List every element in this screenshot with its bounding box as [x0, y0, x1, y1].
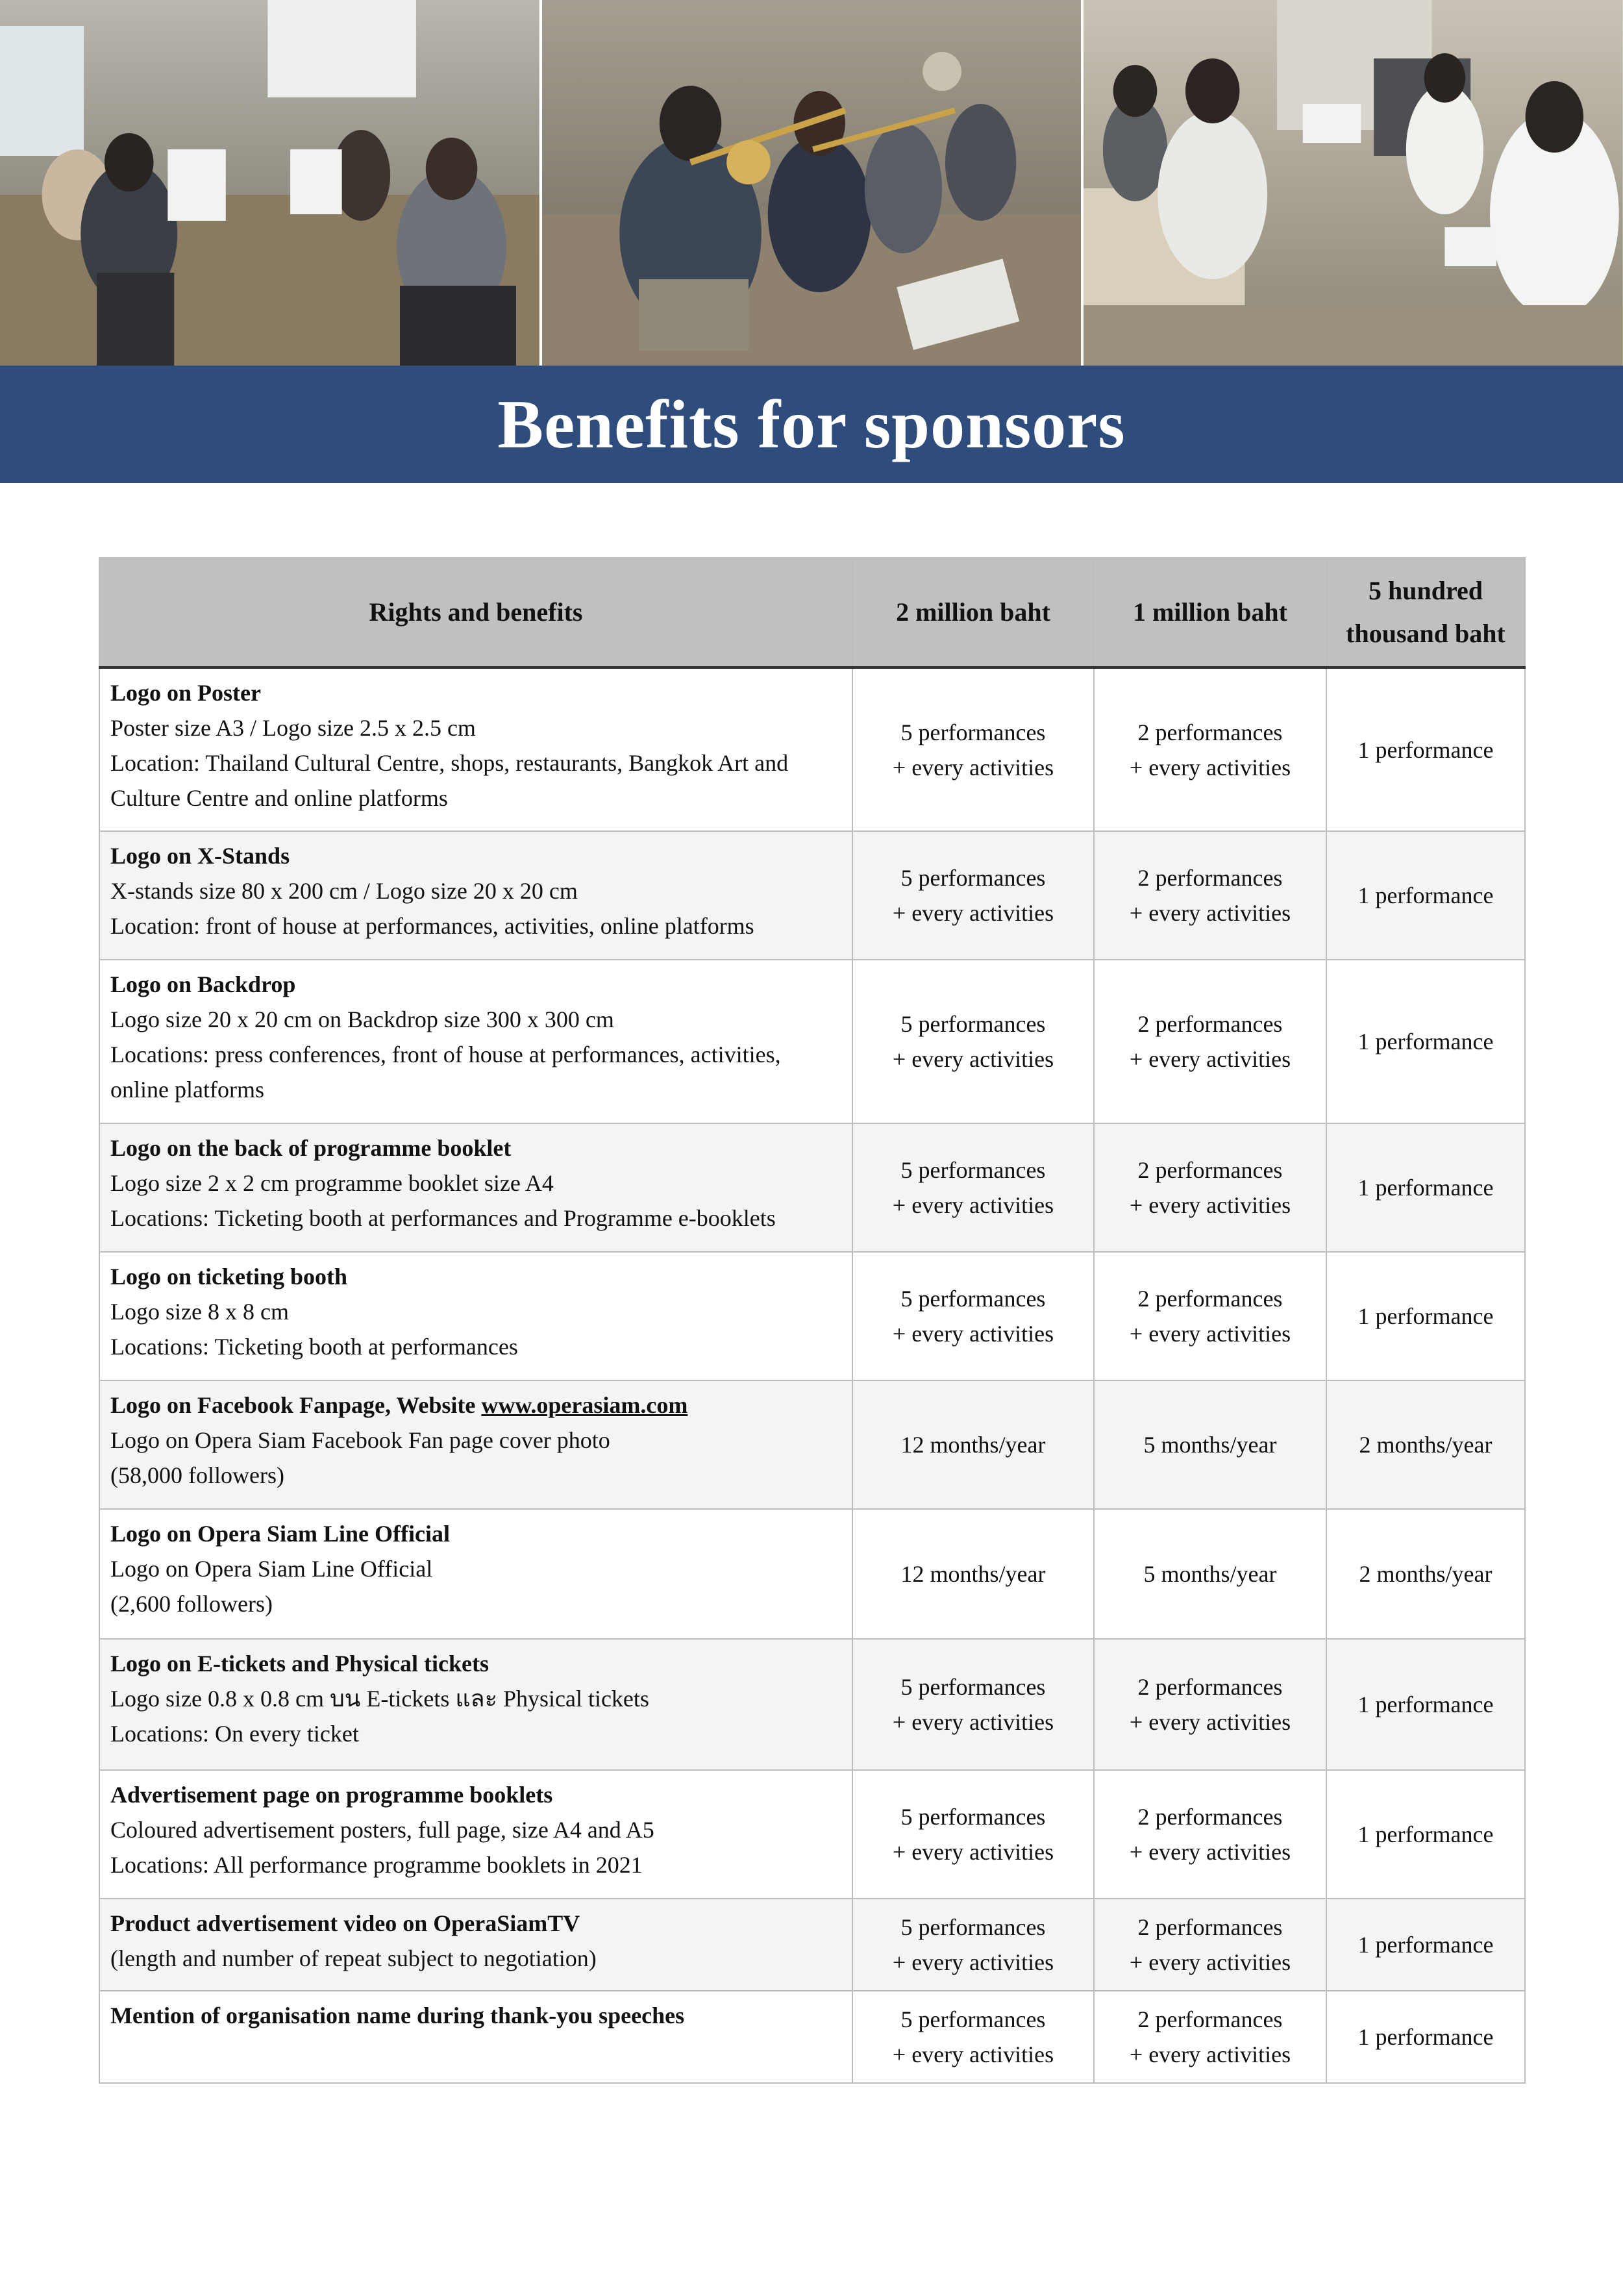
column-header-tier-1m: 1 million baht: [1094, 558, 1326, 668]
tier-500k-cell: [1326, 668, 1525, 831]
benefit-title: Logo on X-Stands: [110, 843, 290, 869]
tier-value-line: 5 performances: [900, 1286, 1046, 1312]
benefit-title-line: [110, 1646, 841, 1681]
tier-value-line: + every activities: [1129, 1709, 1291, 1735]
tier-value-line: + every activities: [892, 1321, 1054, 1347]
benefit-title: Logo on E-tickets and Physical tickets: [110, 1651, 489, 1677]
tier-500k-cell: [1326, 1899, 1525, 1991]
benefit-description-cell: [99, 1991, 852, 2083]
table-row: [99, 1123, 1525, 1252]
benefit-description-cell: [99, 831, 852, 960]
column-header-tier-500k: [1326, 558, 1525, 668]
table-row: [99, 960, 1525, 1123]
benefit-title: Logo on the back of programme booklet: [110, 1135, 512, 1161]
tier-2m-cell: [852, 1123, 1094, 1252]
benefit-detail-line: Logo size 2 x 2 cm programme booklet size A4: [110, 1170, 554, 1196]
tier-value-line: 1 performance: [1357, 1303, 1494, 1329]
photo-brass-rehearsal: [539, 0, 1082, 366]
benefit-detail-line: Logo on Opera Siam Line Official: [110, 1556, 433, 1582]
benefit-detail-line: Locations: Ticketing booth at performances and Programme e-booklets: [110, 1205, 776, 1231]
tier-value-line: + every activities: [1129, 1949, 1291, 1975]
benefit-detail-line: X-stands size 80 x 200 cm / Logo size 20 x 20 cm: [110, 878, 578, 904]
benefit-detail-line: (length and number of repeat subject to negotiation): [110, 1945, 597, 1971]
benefit-detail-line: Locations: All performance programme booklets in 2021: [110, 1852, 643, 1878]
benefit-title-line: [110, 1777, 841, 1812]
tier-value-line: + every activities: [892, 2041, 1054, 2067]
photo-string-rehearsal: [0, 0, 539, 366]
tier-1m-cell: [1094, 1639, 1326, 1770]
tier-2m-cell: [852, 960, 1094, 1123]
tier-500k-cell: [1326, 1509, 1525, 1639]
tier-value-line: 1 performance: [1357, 736, 1494, 763]
tier-value-line: + every activities: [1129, 900, 1291, 926]
benefit-detail-line: Location: front of house at performances, activities, online platforms: [110, 913, 754, 939]
table-row: [99, 1252, 1525, 1380]
tier-value-line: 1 performance: [1357, 1691, 1494, 1717]
benefit-detail-line: Logo on Opera Siam Facebook Fan page cover photo: [110, 1427, 610, 1453]
tier-1m-cell: [1094, 831, 1326, 960]
tier-500k-cell: [1326, 1639, 1525, 1770]
tier-1m-cell: [1094, 1770, 1326, 1899]
benefit-title-line: [110, 675, 841, 710]
tier-value-line: + every activities: [892, 900, 1054, 926]
tier-1m-cell: [1094, 960, 1326, 1123]
tier-value-line: 2 performances: [1137, 1914, 1283, 1940]
tier-value-line: + every activities: [892, 754, 1054, 780]
tier-value-line: 5 performances: [900, 1157, 1046, 1183]
table-row: [99, 1639, 1525, 1770]
tier-2m-cell: [852, 1252, 1094, 1380]
tier-1m-cell: [1094, 1509, 1326, 1639]
tier-value-line: 2 performances: [1137, 1286, 1283, 1312]
tier-2m-cell: [852, 1991, 1094, 2083]
benefit-detail-line: (58,000 followers): [110, 1462, 284, 1488]
benefit-description-cell: [99, 1899, 852, 1991]
benefit-title-line: [110, 1998, 841, 2033]
benefit-description-cell: [99, 1380, 852, 1509]
column-header-tier-2m: 2 million baht: [852, 558, 1094, 668]
table-row: [99, 1380, 1525, 1509]
tier-value-line: + every activities: [1129, 1046, 1291, 1072]
benefit-description-cell: [99, 1123, 852, 1252]
tier-1m-cell: [1094, 668, 1326, 831]
tier-2m-cell: [852, 1770, 1094, 1899]
benefit-description-cell: [99, 1639, 852, 1770]
table-row: [99, 1770, 1525, 1899]
tier-1m-cell: [1094, 1252, 1326, 1380]
benefit-title: Product advertisement video on OperaSiamTV: [110, 1910, 580, 1936]
tier-value-line: 5 performances: [900, 2006, 1046, 2032]
table-row: [99, 831, 1525, 960]
benefit-detail-line: Logo size 8 x 8 cm: [110, 1299, 289, 1325]
benefit-detail-line: Locations: press conferences, front of house at performances, activities, online platforms: [110, 1042, 781, 1103]
tier-2m-cell: [852, 1380, 1094, 1509]
benefit-detail-line: Logo size 0.8 x 0.8 cm บน E-tickets และ Physical tickets: [110, 1686, 649, 1712]
tier-value-line: + every activities: [1129, 754, 1291, 780]
tier-value-line: 5 performances: [900, 719, 1046, 745]
benefit-description-cell: [99, 960, 852, 1123]
tier-value-line: 5 performances: [900, 1674, 1046, 1700]
table-body: [99, 668, 1525, 2083]
tier-1m-cell: [1094, 1899, 1326, 1991]
benefit-title: Mention of organisation name during thank-you speeches: [110, 2003, 685, 2028]
benefit-title: Logo on Opera Siam Line Official: [110, 1521, 451, 1547]
tier-value-line: + every activities: [1129, 1321, 1291, 1347]
tier-value-line: 2 performances: [1137, 2006, 1283, 2032]
benefit-title-line: [110, 1130, 841, 1166]
benefit-title: Logo on ticketing booth: [110, 1264, 348, 1290]
tier-value-line: + every activities: [892, 1192, 1054, 1218]
website-link[interactable]: www.operasiam.com: [481, 1392, 688, 1418]
tier-value-line: 2 performances: [1137, 1804, 1283, 1830]
tier-2m-cell: [852, 1509, 1094, 1639]
table-row: [99, 1991, 1525, 2083]
tier-value-line: 12 months/year: [900, 1432, 1046, 1458]
tier-value-line: 1 performance: [1357, 1821, 1494, 1847]
tier-500k-cell: [1326, 1252, 1525, 1380]
tier-value-line: 1 performance: [1357, 1029, 1494, 1054]
benefit-title: Logo on Poster: [110, 680, 261, 706]
tier-value-line: + every activities: [892, 1839, 1054, 1865]
benefit-detail-line: (2,600 followers): [110, 1591, 273, 1617]
tier-2m-cell: [852, 668, 1094, 831]
tier-2m-cell: [852, 1639, 1094, 1770]
tier-value-line: 2 performances: [1137, 865, 1283, 891]
benefit-title-line: [110, 1516, 841, 1551]
tier-value-line: + every activities: [1129, 1839, 1291, 1865]
table-row: [99, 1899, 1525, 1991]
tier-value-line: 2 performances: [1137, 1157, 1283, 1183]
tier-value-line: + every activities: [892, 1709, 1054, 1735]
tier-1m-cell: [1094, 1991, 1326, 2083]
tier-value-line: 1 performance: [1357, 2024, 1494, 2050]
benefit-title-line: [110, 1259, 841, 1294]
tier-value-line: + every activities: [892, 1046, 1054, 1072]
tier-value-line: + every activities: [1129, 1192, 1291, 1218]
tier-value-line: 5 months/year: [1143, 1432, 1277, 1458]
benefit-detail-line: Location: Thailand Cultural Centre, shops, restaurants, Bangkok Art and Culture Centre and online platforms: [110, 750, 789, 811]
column-header-tier-500k-line: 5 hundred: [1368, 576, 1483, 605]
table-row: [99, 668, 1525, 831]
tier-500k-cell: [1326, 1123, 1525, 1252]
tier-2m-cell: [852, 1899, 1094, 1991]
tier-value-line: 1 performance: [1357, 1175, 1494, 1201]
tier-value-line: 5 performances: [900, 1011, 1046, 1037]
benefit-detail-line: Coloured advertisement posters, full page, size A4 and A5: [110, 1817, 654, 1843]
benefit-detail-line: Locations: Ticketing booth at performances: [110, 1334, 518, 1360]
tier-value-line: + every activities: [1129, 2041, 1291, 2067]
tier-500k-cell: [1326, 960, 1525, 1123]
benefits-table: [99, 557, 1526, 2084]
tier-value-line: + every activities: [892, 1949, 1054, 1975]
benefit-title: Advertisement page on programme booklets: [110, 1782, 553, 1808]
benefit-detail-line: Locations: On every ticket: [110, 1721, 359, 1747]
column-header-benefits: Rights and benefits: [99, 558, 852, 668]
tier-value-line: 2 months/year: [1359, 1432, 1493, 1458]
tier-value-line: 2 performances: [1137, 719, 1283, 745]
benefit-detail-line: Logo size 20 x 20 cm on Backdrop size 300 x 300 cm: [110, 1006, 614, 1032]
title-band: [0, 366, 1623, 483]
tier-value-line: 2 months/year: [1359, 1561, 1493, 1587]
benefit-title: Logo on Facebook Fanpage, Website: [110, 1392, 476, 1418]
tier-value-line: 5 performances: [900, 1914, 1046, 1940]
tier-500k-cell: [1326, 1770, 1525, 1899]
benefit-title: Logo on Backdrop: [110, 971, 296, 997]
tier-1m-cell: [1094, 1380, 1326, 1509]
benefit-description-cell: [99, 668, 852, 831]
benefit-title-line: [110, 838, 841, 873]
tier-value-line: 12 months/year: [900, 1561, 1046, 1587]
benefit-description-cell: [99, 1509, 852, 1639]
tier-value-line: 1 performance: [1357, 882, 1494, 908]
benefit-detail-line: Poster size A3 / Logo size 2.5 x 2.5 cm: [110, 715, 476, 741]
tier-value-line: 2 performances: [1137, 1011, 1283, 1037]
tier-500k-cell: [1326, 831, 1525, 960]
benefit-title-line: [110, 1388, 841, 1423]
tier-value-line: 2 performances: [1137, 1674, 1283, 1700]
tier-value-line: 5 performances: [900, 1804, 1046, 1830]
tier-value-line: 1 performance: [1357, 1932, 1494, 1958]
table-header-row: [99, 558, 1525, 668]
benefit-description-cell: [99, 1770, 852, 1899]
photo-woodwind-rehearsal: [1081, 0, 1623, 366]
benefit-title-line: [110, 967, 841, 1002]
table-row: [99, 1509, 1525, 1639]
tier-value-line: 5 performances: [900, 865, 1046, 891]
tier-2m-cell: [852, 831, 1094, 960]
tier-500k-cell: [1326, 1991, 1525, 2083]
benefit-title-line: [110, 1906, 841, 1941]
benefit-description-cell: [99, 1252, 852, 1380]
photo-banner: [0, 0, 1623, 366]
page-title: Benefits for sponsors: [497, 386, 1126, 462]
tier-500k-cell: [1326, 1380, 1525, 1509]
column-header-tier-500k-line: thousand baht: [1346, 619, 1505, 648]
tier-1m-cell: [1094, 1123, 1326, 1252]
tier-value-line: 5 months/year: [1143, 1561, 1277, 1587]
